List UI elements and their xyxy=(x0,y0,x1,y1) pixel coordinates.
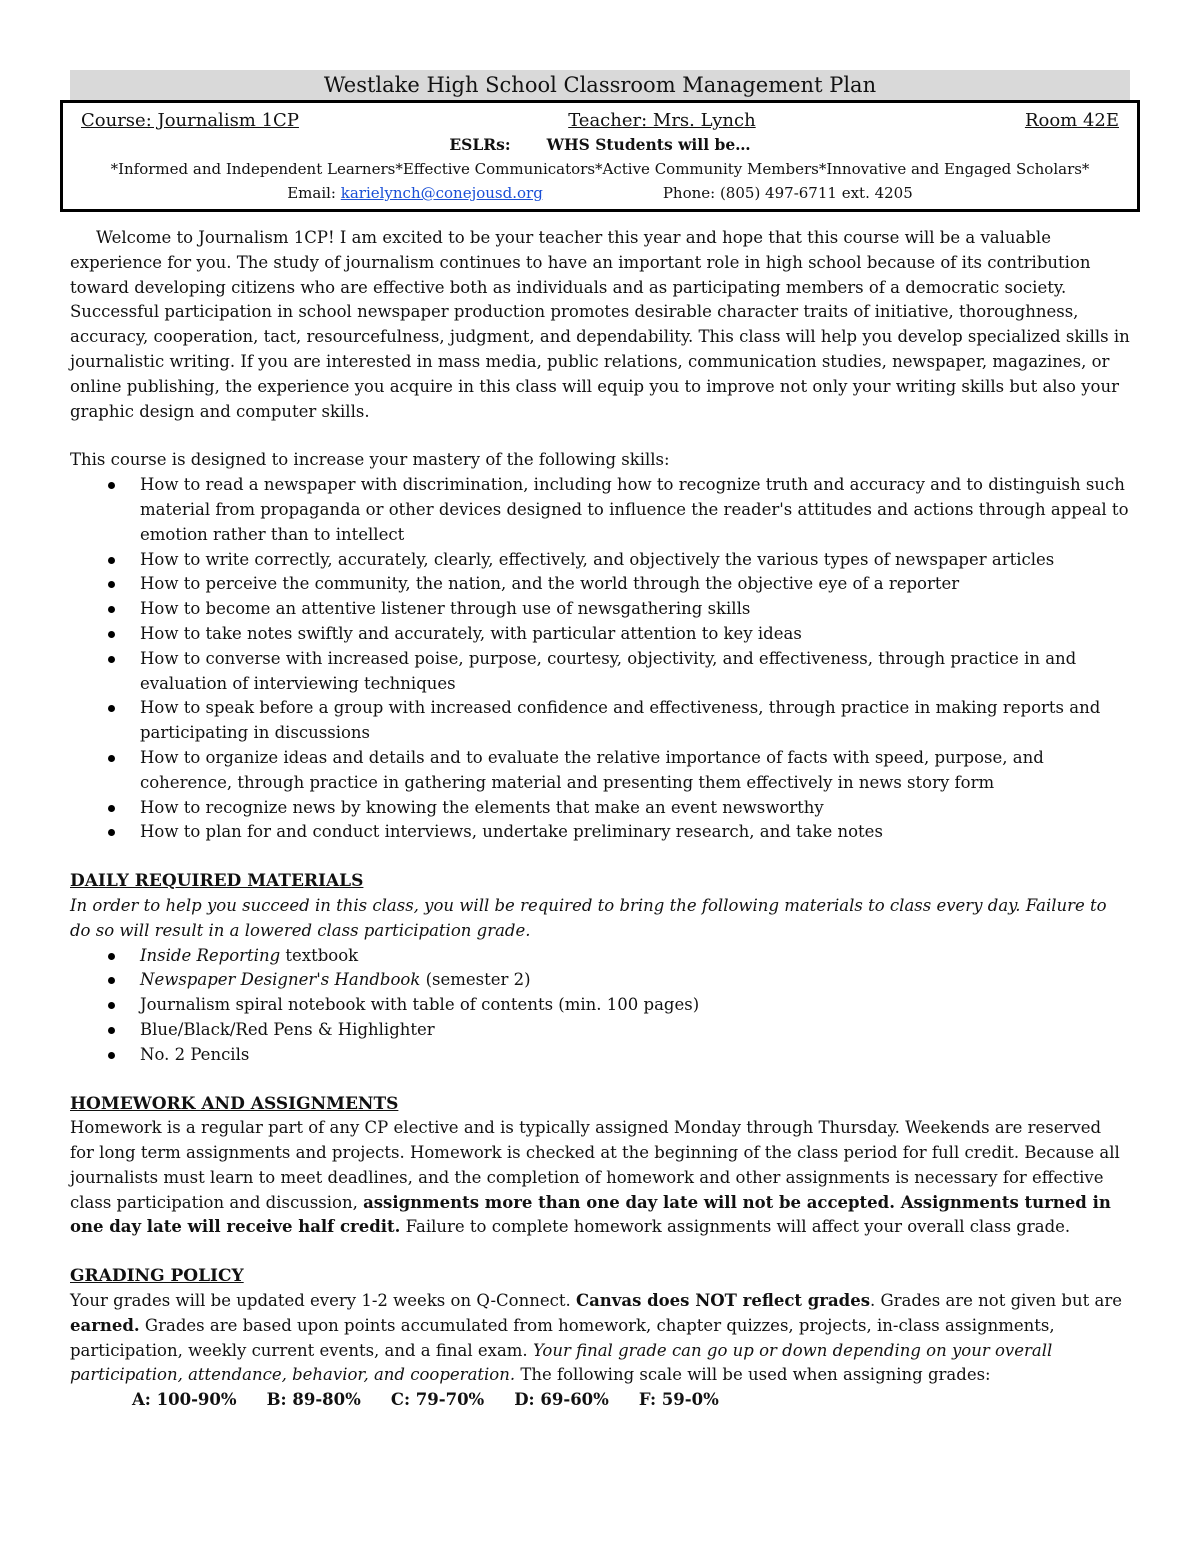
document-body xyxy=(70,226,1130,1413)
room-number: Room 42E xyxy=(1024,110,1119,131)
email-link[interactable]: karielynch@conejousd.org xyxy=(340,184,543,202)
grade-b: B: 89-80% xyxy=(266,1390,361,1410)
grading-paragraph: Your grades will be updated every 1-2 weeks on Q-Connect. Canvas does NOT reflect grades. Grades are not given but are earned. Grades are based upon points accumulated from homework, chapter quizzes, projects, in-class assignments, participation, weekly current events, and a final exam. Your final grade can go up or down depending on your overall participation, attendance, behavior, and cooperation. The following scale will be used when assigning grades: xyxy=(70,1291,1122,1385)
list-item: How to converse with increased poise, purpose, courtesy, objectivity, and effectiveness, through practice in and evaluation of interviewing techniques xyxy=(140,647,1130,697)
list-item: Journalism spiral notebook with table of contents (min. 100 pages) xyxy=(140,993,1130,1018)
eslrs-traits: *Informed and Independent Learners*Effective Communicators*Active Community Members*Innovative and Engaged Scholars* xyxy=(110,160,1090,178)
list-item: How to recognize news by knowing the elements that make an event newsworthy xyxy=(140,796,1130,821)
grading-scale xyxy=(70,1388,1130,1413)
list-item: Inside Reporting textbook xyxy=(140,944,1130,969)
materials-note: In order to help you succeed in this class, you will be required to bring the following materials to class every day. Failure to do so will result in a lowered class participation grade. xyxy=(70,895,1107,940)
list-item: How to become an attentive listener through use of newsgathering skills xyxy=(140,597,1130,622)
grade-d: D: 69-60% xyxy=(514,1390,609,1410)
eslrs-text: WHS Students will be… xyxy=(546,135,751,154)
course-info-row xyxy=(81,109,1119,133)
document-title: Westlake High School Classroom Management Plan xyxy=(70,70,1130,100)
list-item: No. 2 Pencils xyxy=(140,1043,1130,1068)
intro-paragraph: Welcome to Journalism 1CP! I am excited to be your teacher this year and hope that this course will be a valuable experience for you. The study of journalism continues to have an important role in high school because of its contribution toward developing citizens who are effective both as individuals and as participating members of a democratic society. Successful participation in school newspaper production promotes desirable character traits of initiative, thoroughness, accuracy, cooperation, tact, resourcefulness, judgment, and dependability. This class will help you develop specialized skills in journalistic writing. If you are interested in mass media, public relations, communication studies, newspaper, magazines, or online publishing, the experience you acquire in this class will equip you to improve not only your writing skills but also your graphic design and computer skills. xyxy=(70,228,1130,421)
document-page xyxy=(70,70,1130,1413)
list-item: How to perceive the community, the nation, and the world through the objective eye of a reporter xyxy=(140,572,1130,597)
teacher-name: Teacher: Mrs. Lynch xyxy=(568,110,756,131)
materials-list xyxy=(70,944,1130,1068)
eslrs-label: ESLRs: xyxy=(449,135,511,154)
list-item: How to take notes swiftly and accurately, with particular attention to key ideas xyxy=(140,622,1130,647)
list-item: How to write correctly, accurately, clearly, effectively, and objectively the various types of newspaper articles xyxy=(140,548,1130,573)
list-item: How to speak before a group with increased confidence and effectiveness, through practice in making reports and participating in discussions xyxy=(140,696,1130,746)
grade-a: A: 100-90% xyxy=(132,1390,237,1410)
email-label: Email: xyxy=(287,184,336,202)
list-item: Blue/Black/Red Pens & Highlighter xyxy=(140,1018,1130,1043)
skills-intro: This course is designed to increase your mastery of the following skills: xyxy=(70,450,670,470)
grade-f: F: 59-0% xyxy=(638,1390,719,1410)
eslrs-line xyxy=(81,133,1119,157)
list-item: Newspaper Designer's Handbook (semester 2) xyxy=(140,968,1130,993)
contact-line xyxy=(81,181,1119,205)
list-item: How to read a newspaper with discrimination, including how to recognize truth and accuracy and to distinguish such material from propaganda or other devices designed to influence the reader's attitudes and actions through appeal to emotion rather than to intellect xyxy=(140,473,1130,547)
email-line xyxy=(287,181,543,205)
materials-heading: DAILY REQUIRED MATERIALS xyxy=(70,871,364,892)
homework-paragraph: Homework is a regular part of any CP elective and is typically assigned Monday through Thursday. Weekends are reserved for long term assignments and projects. Homework is checked at the beginning of the class period for full credit. Because all journalists must learn to meet deadlines, and the completion of homework and other assignments is necessary for effective class participation and discussion, assignments more than one day late will not be accepted. Assignments turned in one day late will receive half credit. Failure to complete homework assignments will affect your overall class grade. xyxy=(70,1118,1120,1237)
course-header-box xyxy=(60,100,1140,212)
skills-list xyxy=(70,473,1130,845)
list-item: How to organize ideas and details and to evaluate the relative importance of facts with speed, purpose, and coherence, through practice in gathering material and presenting them effectively in news story form xyxy=(140,746,1130,796)
course-name: Course: Journalism 1CP xyxy=(81,110,299,131)
grade-c: C: 79-70% xyxy=(390,1390,485,1410)
homework-heading: HOMEWORK AND ASSIGNMENTS xyxy=(70,1093,399,1114)
grading-heading: GRADING POLICY xyxy=(70,1266,244,1287)
list-item: How to plan for and conduct interviews, undertake preliminary research, and take notes xyxy=(140,820,1130,845)
phone-number: Phone: (805) 497-6711 ext. 4205 xyxy=(662,184,913,202)
